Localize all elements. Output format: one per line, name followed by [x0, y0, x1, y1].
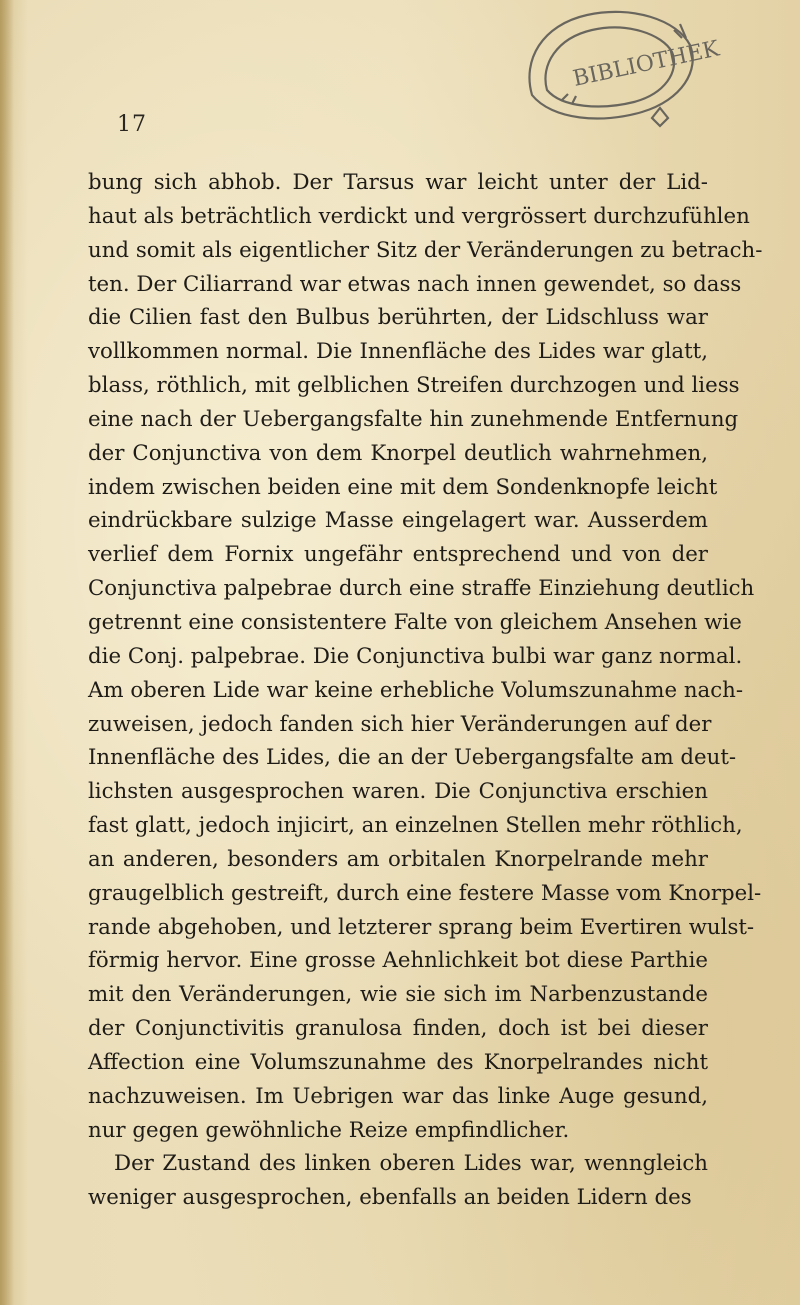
text-line: verlief dem Fornix ungefähr entsprechend und von der [88, 542, 708, 568]
text-line: haut als beträchtlich verdickt und vergrössert durchzufühlen [88, 203, 750, 229]
text-line: rande abgehoben, und letzterer sprang beim Evertiren wulst- [88, 914, 755, 940]
text-line: indem zwischen beiden eine mit dem Sondenknopfe leicht [88, 474, 718, 500]
text-line: mit den Veränderungen, wie sie sich im Narbenzustande [88, 982, 708, 1008]
text-line: blass, röthlich, mit gelblichen Streifen durchzogen und liess [88, 373, 740, 399]
text-line: Am oberen Lide war keine erhebliche Volumszunahme nach- [88, 677, 744, 703]
page-number: 17 [117, 112, 147, 137]
text-line: nur gegen gewöhnliche Reize empfindlicher. [88, 1117, 570, 1143]
text-line: eindrückbare sulzige Masse eingelagert war. Ausserdem [88, 508, 708, 534]
text-line: die Conj. palpebrae. Die Conjunctiva bulbi war ganz normal. [88, 643, 743, 669]
text-line: graugelblich gestreift, durch eine festere Masse vom Knorpel- [88, 880, 762, 906]
text-line: lichsten ausgesprochen waren. Die Conjunctiva erschien [88, 779, 708, 805]
text-line: Affection eine Volumszunahme des Knorpelrandes nicht [88, 1049, 708, 1075]
text-line: förmig hervor. Eine grosse Aehnlichkeit bot diese Parthie [88, 948, 708, 974]
text-line: Conjunctiva palpebrae durch eine straffe Einziehung deutlich [88, 576, 755, 602]
text-line: nachzuweisen. Im Uebrigen war das linke Auge gesund, [88, 1083, 708, 1109]
text-line: weniger ausgesprochen, ebenfalls an beiden Lidern des [88, 1185, 692, 1211]
text-line: zuweisen, jedoch fanden sich hier Veränderungen auf der [88, 711, 712, 737]
text-line: bung sich abhob. Der Tarsus war leicht unter der Lid- [88, 170, 708, 195]
text-line: Der Zustand des linken oberen Lides war, wenngleich [114, 1151, 708, 1177]
text-line: die Cilien fast den Bulbus berührten, der Lidschluss war [88, 305, 708, 331]
svg-text:BIBLIOTHEK: BIBLIOTHEK [570, 36, 722, 92]
text-line: an anderen, besonders am orbitalen Knorpelrande mehr [88, 846, 708, 872]
text-line: fast glatt, jedoch injicirt, an einzelnen Stellen mehr röthlich, [88, 813, 743, 839]
text-line: eine nach der Uebergangsfalte hin zunehmende Entfernung [88, 406, 739, 432]
text-line: vollkommen normal. Die Innenfläche des Lides war glatt, [88, 339, 708, 365]
text-line: getrennt eine consistentere Falte von gleichem Ansehen wie [88, 609, 742, 635]
text-line: der Conjunctivitis granulosa finden, doch ist bei dieser [88, 1016, 708, 1042]
body-text [88, 166, 763, 1215]
text-line: und somit als eigentlicher Sitz der Veränderungen zu betrach- [88, 237, 763, 263]
text-line: Innenfläche des Lides, die an der Uebergangsfalte am deut- [88, 745, 737, 771]
text-line: ten. Der Ciliarrand war etwas nach innen gewendet, so dass [88, 271, 742, 297]
text-line: der Conjunctiva von dem Knorpel deutlich wahrnehmen, [88, 440, 708, 466]
library-stamp-icon [502, 0, 722, 140]
page-edge-shadow [0, 0, 14, 1305]
